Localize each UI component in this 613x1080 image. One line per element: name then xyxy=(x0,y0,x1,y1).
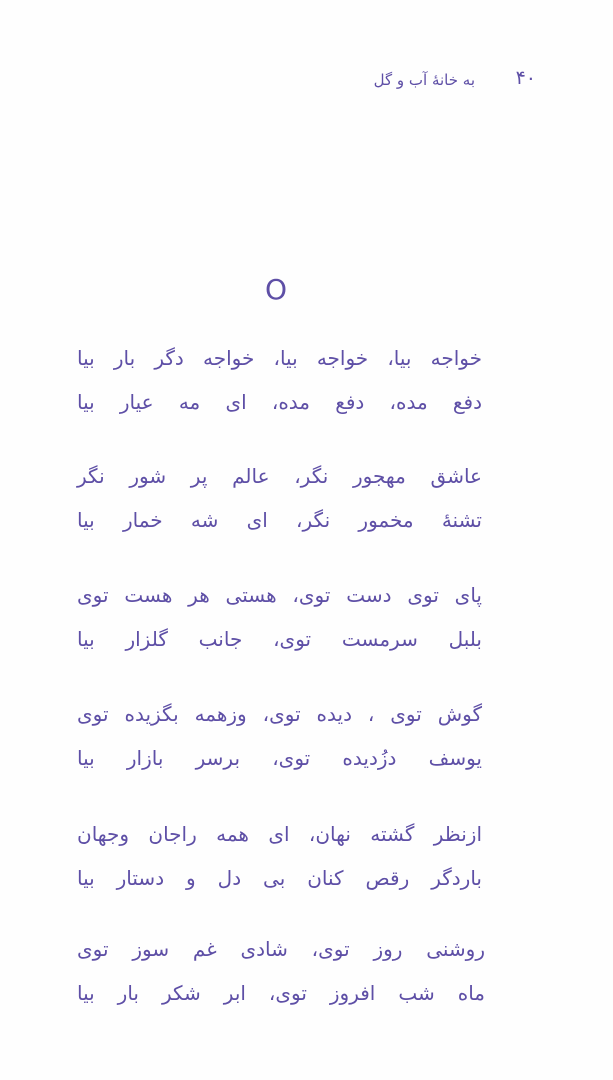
poem-stanza-1 xyxy=(77,336,482,424)
verse-line: یوسف دزُدیده توی، برسر بازار بیا xyxy=(77,746,482,770)
book-title: به خانهٔ آب و گل xyxy=(373,71,475,89)
verse-line: گوش توی ، دیده توی، وزهمه بگزیده توی xyxy=(77,702,482,726)
page-number: ۴۰ xyxy=(515,67,536,89)
verse-line: ازنظر گشته نهان، ای همه راجان وجهان xyxy=(77,822,482,846)
poem-marker: O xyxy=(264,273,288,306)
poem-stanza-4 xyxy=(77,692,482,780)
verse-line: پای توی دست توی، هستی هر هست توی xyxy=(77,583,482,607)
verse-line: خواجه بیا، خواجه بیا، خواجه دگر بار بیا xyxy=(77,346,482,370)
verse-line: باردگر رقص کنان بی دل و دستار بیا xyxy=(77,866,482,890)
poem-stanza-5 xyxy=(77,812,482,900)
verse-line: تشنهٔ مخمور نگر، ای شه خمار بیا xyxy=(77,508,482,532)
verse-line: ماه شب افروز توی، ابر شکر بار بیا xyxy=(77,981,485,1005)
poem-stanza-2 xyxy=(77,454,482,542)
verse-line: عاشق مهجور نگر، عالم پر شور نگر xyxy=(77,464,482,488)
verse-line: روشنی روز توی، شادی غم سوز توی xyxy=(77,937,485,961)
poem-stanza-3 xyxy=(77,573,482,661)
verse-line: بلبل سرمست توی، جانب گلزار بیا xyxy=(77,627,482,651)
poem-stanza-6 xyxy=(77,927,485,1015)
verse-line: دفع مده، دفع مده، ای مه عیار بیا xyxy=(77,390,482,414)
running-header xyxy=(0,66,613,96)
